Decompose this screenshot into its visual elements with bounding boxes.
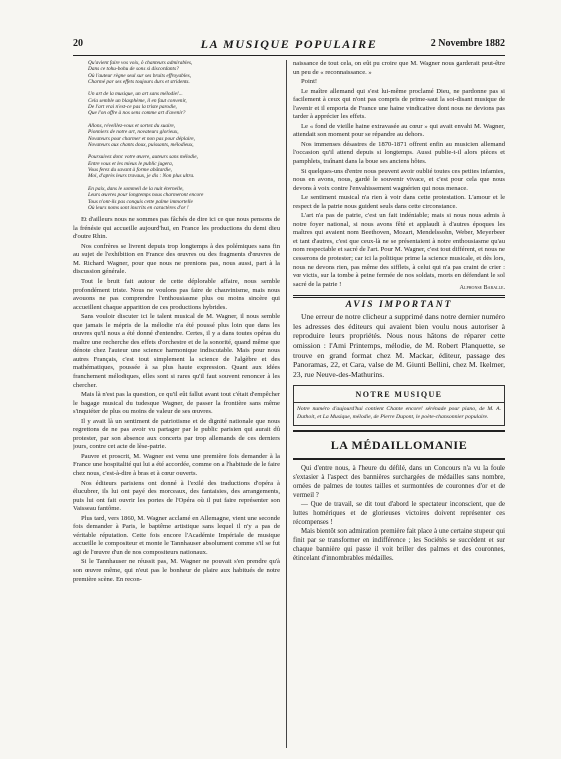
paragraph: Mais bientôt son admiration première fait place à une certaine stupeur qui finit par se transformer en indifférence ; les Sociétés se succèdent et sur chaque bannière qui passe il voit briller des palmes et des couronnes, étincelant d'innombrables médailles. <box>293 527 505 562</box>
poem-line: Moi, d'après leurs travaux, je dis : Non plus ultra. <box>88 173 195 180</box>
paragraph: L'art n'a pas de patrie, c'est un fait indéniable; mais si nous nous admis à notre foyer national, si nous avons fêté et applaudi à d'autres époques les maîtres qui avaient nom Beethoven, Mozart, Mendelssohn, Weber, Meyerbeer et tant d'autres, c'est que ceux-là ne se présentaient à notre enthousiasme qu'au nom respectable et sacré de l'art. Pour M. Wagner, c'est tout différent, et nous ne cesserons de protester; car ici la politique prime la science musicale, et dès lors, nous ne devons rien, pas même des sifflets, à celui qui n'a pas craint de crier : vœ victis, sur la tombe à peine fermée de nos soldats, morts en défendant le sol sacré de la patrie ! <box>293 212 505 288</box>
poem-line: Leurs œuvres pour longtemps nous charmeront encore <box>88 192 204 199</box>
poem-line: Que l'on offre à nos sens comme art d'avenir? <box>88 110 186 117</box>
paragraph: Sans vouloir discuter ici le talent musical de M. Wagner, il nous semble que jamais le mépris de la mélodie n'a été poussé plus loin que dans les œuvres qu'il nous a été donné d'entendre. Certes, il y a dans toutes opéras du maître une recherche des effets d'orchestre et de la sonorité, quand même que dénote chez l'auteur une science harmonique indiscutable. Mais pour nous autres Français, c'est tout simplement la science de l'algèbre et des mathématiques, poussée à sa plus haute expression. Quant aux idées franchement mélodiques, elles sont si rares qu'il faut souvent renoncer à les chercher. <box>73 313 280 389</box>
avis-text: Une erreur de notre clicheur a supprimé dans notre dernier numéro les adresses des éditeurs qui avaient bien voulu nous autoriser à reproduire leurs propriétés. Nous nous hâtons de réparer cette omission : l'Ami Printemps, mélodie, de M. Robert Planquette, se trouve en grand format chez M. Mackar, éditeur, passage des Panoramas, 22, et Cara, valse de M. Giunti Bellini, chez M. Ikelmer, 23, rue Neuve-des-Mathurins. <box>293 312 505 379</box>
issue-date: 2 Novembre 1882 <box>430 38 505 49</box>
poem-line: Entre vous et les mieux le public jugera, <box>88 160 174 167</box>
left-column <box>73 60 280 750</box>
poem-line: Novateurs aux chants doux, puissants, mélodieux, <box>88 141 194 148</box>
poem <box>88 60 280 211</box>
paragraph: naissance de tout cela, on eût pu croire que M. Wagner nous garderait peut-être un peu de « reconnaissance. » <box>293 60 505 76</box>
paragraph: Point! <box>301 78 318 86</box>
poem-line: De l'art vrai n'est-ce pas la triste parodie, <box>88 104 177 111</box>
avis-title: AVIS IMPORTANT <box>345 300 453 311</box>
section-rule <box>293 295 505 298</box>
poem-line: Où leurs noms sont inscrits en caractères d'or ! <box>88 204 189 211</box>
article-body-right <box>293 60 505 292</box>
right-column <box>293 60 505 750</box>
paragraph: Si le Tannhauser ne réussit pas, M. Wagner ne pouvait s'en prendre qu'à son œuvre même, qui n'eut pas le bonheur de plaire aux habitués de notre première scène. En recon- <box>73 558 280 583</box>
paragraph: — Que de travail, se dit tout d'abord le spectateur inconscient, que de luttes homériques et de glorieuses victoires doivent représenter ces récompenses ! <box>293 501 505 526</box>
paragraph: Qui d'entre nous, à l'heure du défilé, dans un Concours n'a vu la foule s'extasier à l'aspect des bannières surchargées de médailles sans nombre, ornées de palmes de toutes tailles et surmontées de couronnes d'or et de vermeil ? <box>293 465 505 500</box>
poem-line: Tous n'ont-ils pas conquis cette palme immortelle <box>88 198 193 205</box>
notre-musique-title: NOTRE MUSIQUE <box>294 386 504 403</box>
paragraph: Le « fond de vieille haine extravasée au cœur » qui avait envahi M. Wagner, attendait son moment pour se répandre au dehors. <box>293 122 505 139</box>
paragraph: Plus tard, vers 1860, M. Wagner acclamé en Allemagne, vient une seconde fois demander à Paris, le baptême artistique sans lequel il n'y a pas de véritable réputation. Cette fois encore l'Académie Impériale de musique accueille le compositeur et monte le Tannhauser absolument comme s'il se fut agi de l'œuvre d'un de nos compositeurs nationaux. <box>73 514 280 556</box>
poem-line: Un art de la musique, un art sans mélodie!... <box>88 91 183 98</box>
poem-line: Allons, réveillez-vous et sortez du suaire, <box>88 122 176 129</box>
medaillomanie-title: LA MÉDAILLOMANIE <box>293 430 505 460</box>
article-body-left <box>73 216 280 584</box>
paragraph: Nos immenses désastres de 1870-1871 offrent enfin au musicien allemand l'occasion qu'il attend depuis si longtemps. Aussi publie-t-il alors pièces et pamphlets, traînant dans la boue ses anciens hôtes. <box>293 140 505 166</box>
paragraph: Le maître allemand qui s'est lui-même proclamé Dieu, ne pardonne pas si facilement à ceux qui n'ont pas compris de prime-saut la soi-disant musique de l'avenir et il emporta de France une haine vindicative dont nous ne devions pas tarder à apprécier les effets. <box>293 87 505 121</box>
poem-line: Où l'auteur règne seul sur ses bruits effroyables, <box>88 72 192 79</box>
poem-line: Vous ferez du savant à forme abâtardie, <box>88 167 172 174</box>
paragraph: Tout le bruit fait autour de cette déplorable affaire, nous semble profondément triste. Nous ne voulons pas faire de chauvinisme, mais nous avouons ne pas comprendre l'enthousiasme plus ou moins sincère qui accueillent chaque apparition de ces productions hybrides. <box>73 277 280 311</box>
notre-musique-text: Notre numéro d'aujourd'hui contient Chante encore! sérénade pour piano, de M. A. Duthoit, et La Musique, mélodie, de Pierre Dupont, le poète-chansonnier populaire. <box>297 406 501 420</box>
column-divider <box>286 60 287 748</box>
poem-line: Pionniers de notre art, novateurs glorieux, <box>88 129 179 136</box>
header-rule <box>73 55 505 56</box>
paragraph: Le sentiment musical n'a rien à voir dans cette protestation. L'amour et le respect de la patrie nous guident seuls dans cette circonstance. <box>293 194 505 210</box>
poem-line: Dans ce tohu-bohu de sons si discordants? <box>88 66 179 73</box>
paragraph: Nos éditeurs parisiens ont donné à l'exilé des traductions d'opéra à élucubrer, ils lui ont payé des morceaux, des fantaisies, des arrangements, puis lui ont fait ouvrir les portes de l'Opéra où il put faire représenter son Vaisseau fantôme. <box>73 479 280 513</box>
page-number: 20 <box>73 38 83 49</box>
paragraph: Pauvre et proscrit, M. Wagner est venu une première fois demander à la France une hospitalité qui lui a été accordée, comme on a l'habitude de le faire chez nous, c'est-à-dire à bras et à cœur ouverts. <box>73 452 280 477</box>
paragraph: Il y avait là un sentiment de patriotisme et de dignité nationale que nous regrettons de ne pas avoir vu partager par le public parisien qui aurait dû protester, par son absence aux concerts par trop allemands de ces derniers jours, contre cet acte de lèse-patrie. <box>73 417 280 451</box>
page-header <box>73 38 505 54</box>
poem-line: Charmé par ses effets toujours durs et stridents. <box>88 78 190 85</box>
poem-line: Cela semble un blasphème, il en faut convenir, <box>88 97 187 104</box>
paragraph: Et d'ailleurs nous ne sommes pas fâchés de dire ici ce que nous pensons de la frénésie qui accueille aujourd'hui, en France les productions du demi dieu d'outre Rhin. <box>73 216 280 241</box>
poem-line: Poursuivez donc votre œuvre, auteurs sans mélodie, <box>88 154 198 161</box>
article-signature: Alphonse Baralle. <box>459 284 505 292</box>
poem-line: En paix, dans le sommeil de la nuit éternelle, <box>88 185 184 192</box>
paragraph: Mais là n'est pas la question, ce qu'il eût fallut avant tout c'était d'empêcher le bagage musical du tudesque Wagner, de passer la frontière sans même s'inquiéter de plus ou moins de valeur de ses œuvres. <box>73 391 280 416</box>
poem-line: Qu'avient faire vos voix, ô chanteurs admirables, <box>88 60 193 66</box>
paragraph: Si quelques-uns d'entre nous peuvent avoir oublié toutes ces petites infamies, nous en avons, nous, gardé le souvenir vivace, et c'est pour cela que nous devons à voix contre l'envahissement wagnérien qui nous menace. <box>293 167 505 192</box>
poem-line: Novateurs pour charmer et non pas pour déplaire, <box>88 135 195 142</box>
medaillomanie-body <box>293 465 505 563</box>
paragraph: Nos confrères se livrent depuis trop longtemps à des polémiques sans fin au sujet de l'exhibition en France des œuvres ou des fragments d'œuvres de M. Richard Wagner, pour que nous ne prenions pas, nous aussi, part à la discussion générale. <box>73 242 280 276</box>
journal-title: LA MUSIQUE POPULAIRE <box>200 37 378 51</box>
notre-musique-box <box>293 385 505 426</box>
